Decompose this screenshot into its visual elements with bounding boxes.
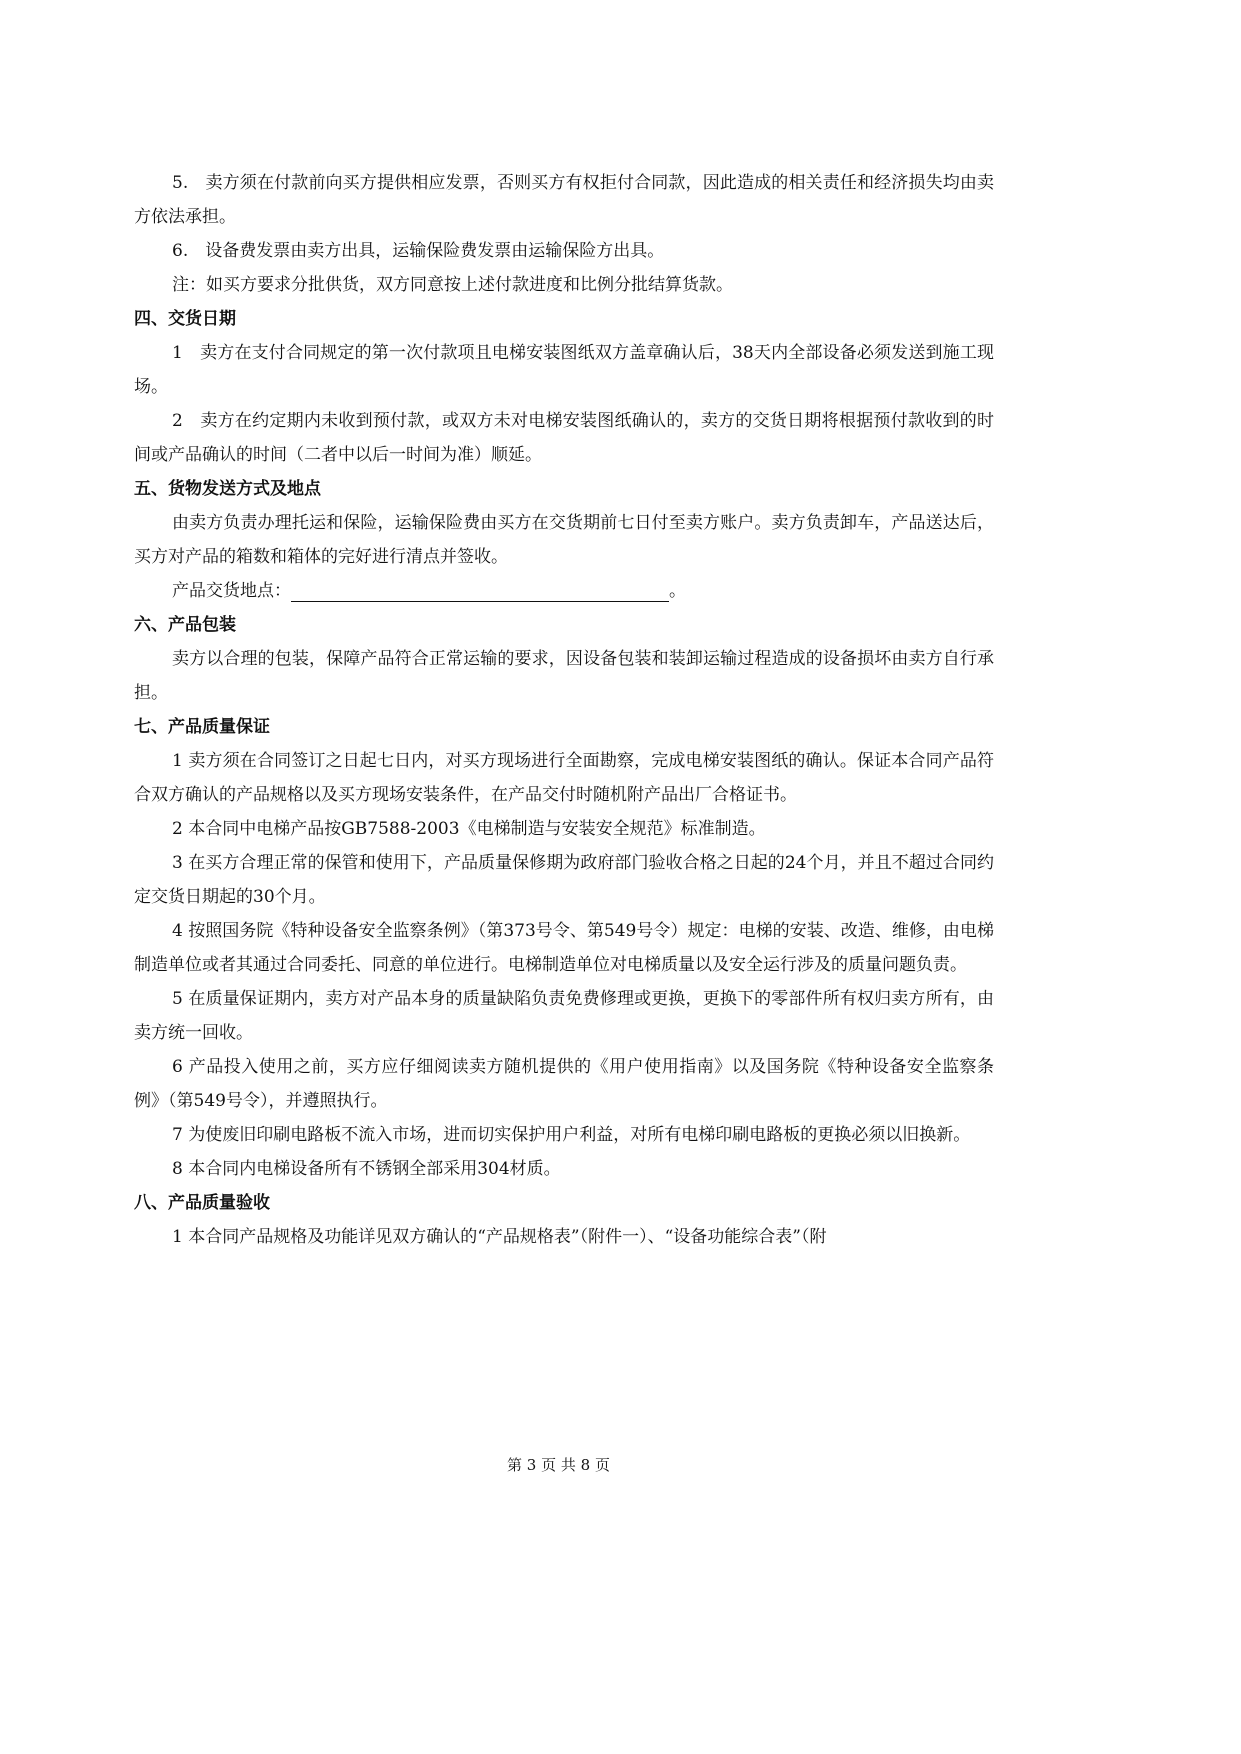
page-body	[134, 166, 994, 1254]
delivery-place-blank[interactable]	[291, 579, 669, 602]
quality-clause-8: 8 本合同内电梯设备所有不锈钢全部采用304材质。	[172, 1159, 561, 1179]
section-heading-delivery-date: 四、交货日期	[134, 309, 236, 329]
payment-clause-5: 5. 卖方须在付款前向买方提供相应发票，否则买方有权拒付合同款，因此造成的相关责任和经济损失均由卖方依法承担。	[134, 173, 994, 227]
packaging-paragraph: 卖方以合理的包装，保障产品符合正常运输的要求，因设备包装和装卸运输过程造成的设备损坏由卖方自行承担。	[134, 649, 994, 703]
delivery-place-line	[134, 574, 994, 608]
quality-clause-2: 2 本合同中电梯产品按GB7588-2003《电梯制造与安装安全规范》标准制造。	[172, 819, 766, 839]
section-heading-shipping: 五、货物发送方式及地点	[134, 479, 321, 499]
section-heading-acceptance: 八、产品质量验收	[134, 1193, 270, 1213]
quality-clause-6: 6 产品投入使用之前，买方应仔细阅读卖方随机提供的《用户使用指南》以及国务院《特种设备安全监察条例》（第549号令），并遵照执行。	[134, 1057, 994, 1111]
acceptance-clause-1: 1 本合同产品规格及功能详见双方确认的“产品规格表”（附件一）、“设备功能综合表”（附	[172, 1227, 827, 1247]
quality-clause-3: 3 在买方合理正常的保管和使用下，产品质量保修期为政府部门验收合格之日起的24个月，并且不超过合同约定交货日期起的30个月。	[134, 853, 994, 907]
section-heading-packaging: 六、产品包装	[134, 615, 236, 635]
payment-note: 注：如买方要求分批供货，双方同意按上述付款进度和比例分批结算货款。	[172, 275, 733, 295]
quality-clause-7: 7 为使废旧印刷电路板不流入市场，进而切实保护用户利益，对所有电梯印刷电路板的更换必须以旧换新。	[172, 1125, 971, 1145]
delivery-place-end: 。	[669, 581, 686, 601]
delivery-place-label: 产品交货地点：	[172, 581, 291, 601]
delivery-clause-2: 2 卖方在约定期内未收到预付款，或双方未对电梯安装图纸确认的，卖方的交货日期将根据预付款收到的时间或产品确认的时间（二者中以后一时间为准）顺延。	[134, 411, 994, 465]
quality-clause-5: 5 在质量保证期内，卖方对产品本身的质量缺陷负责免费修理或更换，更换下的零部件所有权归卖方所有，由卖方统一回收。	[134, 989, 994, 1043]
quality-clause-4: 4 按照国务院《特种设备安全监察条例》（第373号令、第549号令）规定：电梯的安装、改造、维修，由电梯制造单位或者其通过合同委托、同意的单位进行。电梯制造单位对电梯质量以及安全运行涉及的质量问题负责。	[134, 921, 994, 975]
delivery-clause-1: 1 卖方在支付合同规定的第一次付款项且电梯安装图纸双方盖章确认后，38天内全部设备必须发送到施工现场。	[134, 343, 994, 397]
payment-clause-6: 6. 设备费发票由卖方出具，运输保险费发票由运输保险方出具。	[172, 241, 665, 261]
quality-clause-1: 1 卖方须在合同签订之日起七日内，对买方现场进行全面勘察，完成电梯安装图纸的确认。保证本合同产品符合双方确认的产品规格以及买方现场安装条件，在产品交付时随机附产品出厂合格证书。	[134, 751, 994, 805]
shipping-paragraph: 由卖方负责办理托运和保险，运输保险费由买方在交货期前七日付至卖方账户。卖方负责卸车，产品送达后，买方对产品的箱数和箱体的完好进行清点并签收。	[134, 513, 994, 567]
section-heading-quality: 七、产品质量保证	[134, 717, 270, 737]
page-number-footer: 第 3 页 共 8 页	[507, 1456, 610, 1474]
